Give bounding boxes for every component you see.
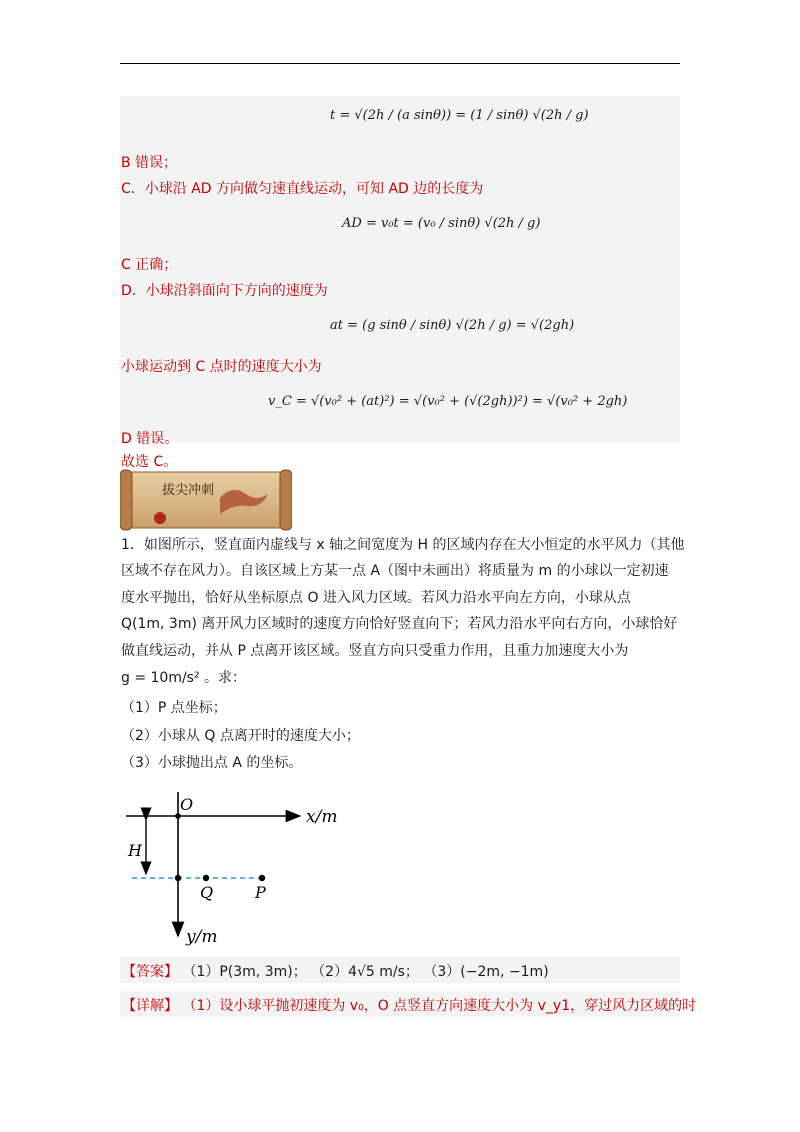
scroll-banner-image	[120, 468, 292, 532]
problem-line-4: Q(1m, 3m) 离开风力区域时的速度方向恰好竖直向下；若风力沿水平向右方向，小球恰好	[121, 616, 678, 632]
equation-at: at = (g sinθ / sinθ) √(2h / g) = √(2gh)	[330, 318, 575, 333]
p-label: P	[255, 883, 266, 902]
option-d-text: D．小球沿斜面向下方向的速度为	[121, 283, 328, 299]
q-point	[203, 875, 209, 881]
answer-2: （2）4√5 m/s；	[311, 964, 419, 980]
answer-3: （3）(−2m, −1m)	[423, 964, 549, 980]
header-rule	[120, 63, 680, 64]
equation-t: t = √(2h / (a sinθ)) = (1 / sinθ) √(2h / g)	[330, 108, 589, 123]
y-axis-label: y/m	[186, 927, 218, 947]
problem-line-6: g = 10m/s² 。求：	[121, 670, 247, 686]
problem-line-1: 1．如图所示，竖直面内虚线与 x 轴之间宽度为 H 的区域内存在大小恒定的水平风力（其他	[121, 537, 685, 553]
h-label: H	[128, 841, 142, 860]
p-point	[259, 875, 265, 881]
question-3: （3）小球抛出点 A 的坐标。	[121, 755, 303, 771]
problem-line-5: 做直线运动，并从 P 点离开该区域。竖直方向只受重力作用，且重力加速度大小为	[121, 643, 629, 659]
answer-1: （1）P(3m, 3m)；	[182, 964, 307, 980]
final-choice: 故选 C。	[121, 454, 178, 470]
question-2: （2）小球从 Q 点离开时的速度大小；	[121, 728, 360, 744]
origin-label: O	[180, 795, 194, 814]
coordinate-figure	[120, 790, 380, 950]
detail-text: （1）设小球平抛初速度为 v₀，O 点竖直方向速度大小为 v_y1，穿过风力区域的时	[182, 998, 697, 1014]
option-c-text: C．小球沿 AD 方向做匀速直线运动，可知 AD 边的长度为	[121, 181, 484, 197]
banner-text: 拔尖冲刺	[162, 483, 215, 498]
problem-line-2: 区域不存在风力）。自该区域上方某一点 A（图中未画出）将质量为 m 的小球以一定初速	[121, 563, 669, 579]
detail-row	[122, 995, 696, 1015]
c-speed-text: 小球运动到 C 点时的速度大小为	[121, 359, 322, 375]
answer-row	[122, 961, 549, 981]
solution-highlight-box	[120, 96, 680, 442]
origin-point	[175, 813, 181, 819]
d-wrong: D 错误。	[121, 431, 179, 447]
question-1: （1）P 点坐标；	[121, 700, 227, 716]
equation-ad: AD = v₀t = (v₀ / sinθ) √(2h / g)	[342, 216, 541, 231]
c-right: C 正确；	[121, 257, 178, 273]
b-wrong: B 错误；	[121, 155, 178, 171]
answer-tag: 【答案】	[122, 964, 178, 980]
q-label: Q	[200, 883, 214, 902]
detail-tag: 【详解】	[122, 998, 178, 1014]
x-axis-label: x/m	[306, 807, 338, 827]
problem-line-3: 度水平抛出，恰好从坐标原点 O 进入风力区域。若风力沿水平向左方向，小球从点	[121, 590, 631, 606]
y-axis-point	[175, 875, 181, 881]
equation-vc: v_C = √(v₀² + (at)²) = √(v₀² + (√(2gh))²) = √(v₀² + 2gh)	[268, 394, 628, 409]
